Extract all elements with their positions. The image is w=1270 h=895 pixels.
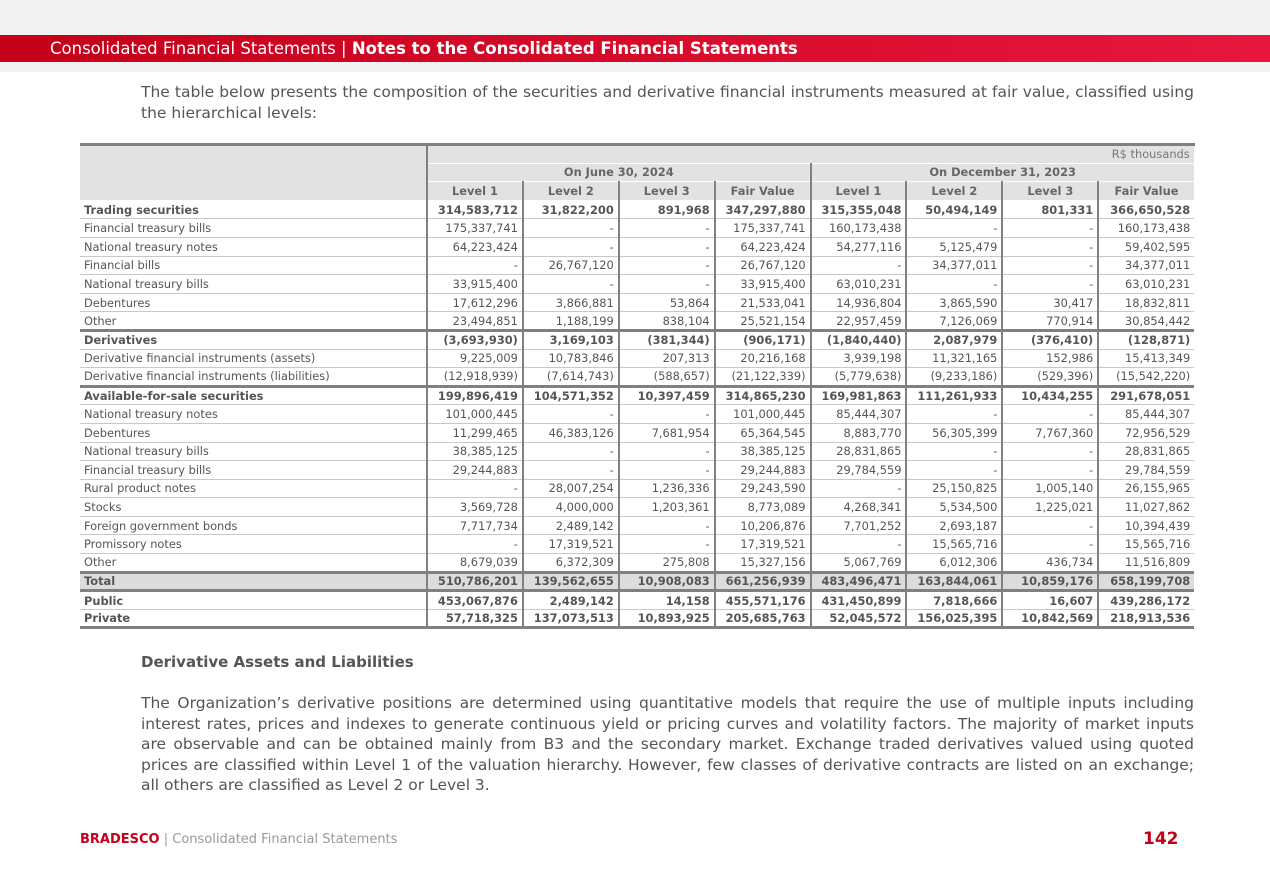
value-cell: 64,223,424 [427, 237, 523, 256]
value-cell: 26,767,120 [715, 256, 811, 275]
value-cell: 4,000,000 [523, 498, 619, 517]
value-cell: (7,614,743) [523, 368, 619, 387]
value-cell: - [619, 256, 715, 275]
value-cell: 63,010,231 [811, 275, 907, 294]
table-row [80, 256, 1194, 275]
table-row [80, 554, 1194, 573]
value-cell: 8,679,039 [427, 554, 523, 573]
value-cell: 34,377,011 [906, 256, 1002, 275]
value-cell: 453,067,876 [427, 591, 523, 610]
value-cell: 139,562,655 [523, 572, 619, 591]
value-cell: - [906, 442, 1002, 461]
table-row [80, 591, 1194, 610]
value-cell: 53,864 [619, 293, 715, 312]
value-cell: 2,489,142 [523, 591, 619, 610]
value-cell: - [906, 275, 1002, 294]
table-row [80, 516, 1194, 535]
value-cell: 52,045,572 [811, 609, 907, 628]
value-cell: 291,678,051 [1098, 386, 1194, 405]
value-cell: 22,957,459 [811, 312, 907, 331]
section-title: Derivative Assets and Liabilities [141, 653, 414, 671]
value-cell: 314,865,230 [715, 386, 811, 405]
value-cell: - [619, 442, 715, 461]
value-cell: 26,767,120 [523, 256, 619, 275]
row-label: Stocks [80, 498, 427, 517]
table-row [80, 368, 1194, 387]
row-label: National treasury notes [80, 405, 427, 424]
column-header: Level 1 [811, 182, 907, 201]
value-cell: 1,203,361 [619, 498, 715, 517]
row-label: National treasury bills [80, 442, 427, 461]
value-cell: - [1002, 535, 1098, 554]
row-label: Debentures [80, 293, 427, 312]
value-cell: 137,073,513 [523, 609, 619, 628]
row-label: Other [80, 554, 427, 573]
value-cell: 275,808 [619, 554, 715, 573]
value-cell: 199,896,419 [427, 386, 523, 405]
value-cell: 14,158 [619, 591, 715, 610]
table-row [80, 442, 1194, 461]
value-cell: - [523, 405, 619, 424]
value-cell: (1,840,440) [811, 330, 907, 349]
table-row [80, 200, 1194, 219]
value-cell: 10,434,255 [1002, 386, 1098, 405]
value-cell: 218,913,536 [1098, 609, 1194, 628]
section-header-bar [0, 35, 1270, 62]
value-cell: 28,831,865 [1098, 442, 1194, 461]
fair-value-table [80, 143, 1195, 629]
row-label: Debentures [80, 423, 427, 442]
value-cell: 10,394,439 [1098, 516, 1194, 535]
value-cell: 160,173,438 [1098, 219, 1194, 238]
row-label: Total [80, 572, 427, 591]
value-cell: 838,104 [619, 312, 715, 331]
row-label: National treasury bills [80, 275, 427, 294]
value-cell: 46,383,126 [523, 423, 619, 442]
value-cell: 15,327,156 [715, 554, 811, 573]
value-cell: 2,693,187 [906, 516, 1002, 535]
value-cell: - [906, 219, 1002, 238]
value-cell: 1,236,336 [619, 479, 715, 498]
value-cell: 11,321,165 [906, 349, 1002, 368]
value-cell: 175,337,741 [427, 219, 523, 238]
row-label: Derivative financial instruments (liabilities) [80, 368, 427, 387]
value-cell: 152,986 [1002, 349, 1098, 368]
value-cell: 7,701,252 [811, 516, 907, 535]
period-header: On December 31, 2023 [811, 163, 1195, 182]
value-cell: 25,521,154 [715, 312, 811, 331]
value-cell: 4,268,341 [811, 498, 907, 517]
period-header: On June 30, 2024 [427, 163, 811, 182]
value-cell: 1,225,021 [1002, 498, 1098, 517]
table-row [80, 219, 1194, 238]
value-cell: 85,444,307 [811, 405, 907, 424]
value-cell: (21,122,339) [715, 368, 811, 387]
row-label: Derivative financial instruments (assets) [80, 349, 427, 368]
value-cell: - [427, 535, 523, 554]
value-cell: 21,533,041 [715, 293, 811, 312]
value-cell: - [523, 275, 619, 294]
value-cell: 17,612,296 [427, 293, 523, 312]
value-cell: 8,883,770 [811, 423, 907, 442]
value-cell: 510,786,201 [427, 572, 523, 591]
column-header: Level 2 [906, 182, 1002, 201]
row-label: Foreign government bonds [80, 516, 427, 535]
value-cell: 29,243,590 [715, 479, 811, 498]
value-cell: 15,565,716 [906, 535, 1002, 554]
footer-brand: BRADESCO [80, 832, 160, 847]
column-header: Level 3 [1002, 182, 1098, 201]
value-cell: - [906, 461, 1002, 480]
table-row [80, 237, 1194, 256]
value-cell: 11,299,465 [427, 423, 523, 442]
value-cell: 5,125,479 [906, 237, 1002, 256]
value-cell: 205,685,763 [715, 609, 811, 628]
value-cell: 163,844,061 [906, 572, 1002, 591]
table-row [80, 293, 1194, 312]
value-cell: 6,012,306 [906, 554, 1002, 573]
value-cell: 17,319,521 [523, 535, 619, 554]
value-cell: 7,681,954 [619, 423, 715, 442]
value-cell: - [523, 442, 619, 461]
row-label: Public [80, 591, 427, 610]
value-cell: 3,569,728 [427, 498, 523, 517]
row-label: Other [80, 312, 427, 331]
value-cell: 5,534,500 [906, 498, 1002, 517]
value-cell: 33,915,400 [427, 275, 523, 294]
value-cell: (3,693,930) [427, 330, 523, 349]
value-cell: 38,385,125 [715, 442, 811, 461]
value-cell: 30,417 [1002, 293, 1098, 312]
value-cell: (529,396) [1002, 368, 1098, 387]
table-row [80, 461, 1194, 480]
value-cell: - [1002, 256, 1098, 275]
value-cell: 29,244,883 [715, 461, 811, 480]
value-cell: 17,319,521 [715, 535, 811, 554]
value-cell: 315,355,048 [811, 200, 907, 219]
value-cell: 6,372,309 [523, 554, 619, 573]
value-cell: 18,832,811 [1098, 293, 1194, 312]
table-row [80, 330, 1194, 349]
value-cell: 20,216,168 [715, 349, 811, 368]
value-cell: 29,784,559 [1098, 461, 1194, 480]
value-cell: 2,489,142 [523, 516, 619, 535]
value-cell: 3,866,881 [523, 293, 619, 312]
value-cell: - [1002, 219, 1098, 238]
value-cell: 29,244,883 [427, 461, 523, 480]
value-cell: 38,385,125 [427, 442, 523, 461]
value-cell: - [427, 256, 523, 275]
row-label: Financial bills [80, 256, 427, 275]
value-cell: 15,565,716 [1098, 535, 1194, 554]
value-cell: 366,650,528 [1098, 200, 1194, 219]
value-cell: 63,010,231 [1098, 275, 1194, 294]
value-cell: 104,571,352 [523, 386, 619, 405]
value-cell: 33,915,400 [715, 275, 811, 294]
unit-label: R$ thousands [427, 145, 1194, 164]
value-cell: 28,007,254 [523, 479, 619, 498]
value-cell: 661,256,939 [715, 572, 811, 591]
value-cell: (5,779,638) [811, 368, 907, 387]
value-cell: 11,516,809 [1098, 554, 1194, 573]
value-cell: 29,784,559 [811, 461, 907, 480]
value-cell: (15,542,220) [1098, 368, 1194, 387]
value-cell: 101,000,445 [715, 405, 811, 424]
value-cell: 10,908,083 [619, 572, 715, 591]
value-cell: 25,150,825 [906, 479, 1002, 498]
value-cell: 891,968 [619, 200, 715, 219]
row-label: Financial treasury bills [80, 461, 427, 480]
value-cell: 111,261,933 [906, 386, 1002, 405]
value-cell: 169,981,863 [811, 386, 907, 405]
header-section: Consolidated Financial Statements [50, 39, 336, 58]
value-cell: 28,831,865 [811, 442, 907, 461]
value-cell: - [523, 237, 619, 256]
header-separator: | [335, 39, 352, 58]
value-cell: - [811, 256, 907, 275]
value-cell: 10,783,846 [523, 349, 619, 368]
value-cell: 15,413,349 [1098, 349, 1194, 368]
table-row [80, 535, 1194, 554]
value-cell: 314,583,712 [427, 200, 523, 219]
value-cell: (376,410) [1002, 330, 1098, 349]
value-cell: 56,305,399 [906, 423, 1002, 442]
page-number: 142 [1143, 829, 1179, 849]
row-label: National treasury notes [80, 237, 427, 256]
value-cell: 156,025,395 [906, 609, 1002, 628]
value-cell: 64,223,424 [715, 237, 811, 256]
value-cell: 85,444,307 [1098, 405, 1194, 424]
value-cell: - [619, 535, 715, 554]
value-cell: 57,718,325 [427, 609, 523, 628]
table-row [80, 386, 1194, 405]
value-cell: 770,914 [1002, 312, 1098, 331]
footer-separator: | [159, 832, 173, 847]
row-label: Promissory notes [80, 535, 427, 554]
value-cell: (9,233,186) [906, 368, 1002, 387]
value-cell: 436,734 [1002, 554, 1098, 573]
value-cell: - [619, 516, 715, 535]
body-paragraph: The Organization’s derivative positions are determined using quantitative models that require the use of multiple inputs including interest rates, prices and indexes to generate continuous yield or pricing curves and volatility factors. The majority of market inputs are observable and can be obtained mainly from B3 and the secondary market. Exchange traded derivatives valued using quoted prices are classified within Level 1 of the valuation hierarchy. However, few classes of derivative contracts are listed on an exchange; all others are classified as Level 2 or Level 3. [141, 694, 1194, 794]
column-header: Level 1 [427, 182, 523, 201]
value-cell: - [427, 479, 523, 498]
value-cell: 10,842,569 [1002, 609, 1098, 628]
table-row [80, 275, 1194, 294]
value-cell: - [523, 219, 619, 238]
table-row [80, 349, 1194, 368]
column-header: Level 2 [523, 182, 619, 201]
value-cell: 26,155,965 [1098, 479, 1194, 498]
table-row [80, 423, 1194, 442]
value-cell: - [619, 275, 715, 294]
value-cell: 31,822,200 [523, 200, 619, 219]
value-cell: 101,000,445 [427, 405, 523, 424]
row-label: Financial treasury bills [80, 219, 427, 238]
value-cell: 5,067,769 [811, 554, 907, 573]
value-cell: 431,450,899 [811, 591, 907, 610]
value-cell: 8,773,089 [715, 498, 811, 517]
footer-title: Consolidated Financial Statements [172, 832, 398, 847]
value-cell: 801,331 [1002, 200, 1098, 219]
value-cell: 72,956,529 [1098, 423, 1194, 442]
value-cell: - [1002, 275, 1098, 294]
value-cell: 439,286,172 [1098, 591, 1194, 610]
value-cell: - [1002, 405, 1098, 424]
value-cell: 1,005,140 [1002, 479, 1098, 498]
value-cell: 10,397,459 [619, 386, 715, 405]
value-cell: 11,027,862 [1098, 498, 1194, 517]
value-cell: 7,717,734 [427, 516, 523, 535]
value-cell: 34,377,011 [1098, 256, 1194, 275]
value-cell: (588,657) [619, 368, 715, 387]
value-cell: - [619, 461, 715, 480]
value-cell: (381,344) [619, 330, 715, 349]
value-cell: 175,337,741 [715, 219, 811, 238]
value-cell: 9,225,009 [427, 349, 523, 368]
value-cell: 10,893,925 [619, 609, 715, 628]
table-row [80, 498, 1194, 517]
value-cell: - [811, 479, 907, 498]
value-cell: 3,939,198 [811, 349, 907, 368]
table-row [80, 609, 1194, 628]
value-cell: (906,171) [715, 330, 811, 349]
value-cell: 59,402,595 [1098, 237, 1194, 256]
value-cell: 7,818,666 [906, 591, 1002, 610]
value-cell: 65,364,545 [715, 423, 811, 442]
value-cell: 50,494,149 [906, 200, 1002, 219]
value-cell: - [619, 237, 715, 256]
value-cell: 10,859,176 [1002, 572, 1098, 591]
value-cell: - [811, 535, 907, 554]
value-cell: - [619, 219, 715, 238]
footer [80, 832, 397, 847]
table-row [80, 312, 1194, 331]
value-cell: 1,188,199 [523, 312, 619, 331]
value-cell: 347,297,880 [715, 200, 811, 219]
value-cell: 658,199,708 [1098, 572, 1194, 591]
intro-text: The table below presents the composition of the securities and derivative financial instruments measured at fair value, classified using the hierarchical levels: [141, 83, 1194, 122]
value-cell: - [523, 461, 619, 480]
value-cell: 455,571,176 [715, 591, 811, 610]
value-cell: (12,918,939) [427, 368, 523, 387]
value-cell: - [1002, 461, 1098, 480]
table-row [80, 405, 1194, 424]
header-subsection: Notes to the Consolidated Financial Statements [351, 39, 798, 58]
row-label: Derivatives [80, 330, 427, 349]
value-cell: 7,767,360 [1002, 423, 1098, 442]
table-corner [80, 145, 427, 201]
table-row [80, 572, 1194, 591]
value-cell: 2,087,979 [906, 330, 1002, 349]
value-cell: 7,126,069 [906, 312, 1002, 331]
value-cell: 207,313 [619, 349, 715, 368]
table-row [80, 479, 1194, 498]
value-cell: 483,496,471 [811, 572, 907, 591]
value-cell: - [619, 405, 715, 424]
value-cell: 3,865,590 [906, 293, 1002, 312]
value-cell: 54,277,116 [811, 237, 907, 256]
column-header: Level 3 [619, 182, 715, 201]
value-cell: - [1002, 237, 1098, 256]
row-label: Private [80, 609, 427, 628]
value-cell: - [1002, 442, 1098, 461]
value-cell: 10,206,876 [715, 516, 811, 535]
value-cell: 30,854,442 [1098, 312, 1194, 331]
value-cell: (128,871) [1098, 330, 1194, 349]
row-label: Trading securities [80, 200, 427, 219]
value-cell: 160,173,438 [811, 219, 907, 238]
row-label: Rural product notes [80, 479, 427, 498]
value-cell: 16,607 [1002, 591, 1098, 610]
value-cell: 23,494,851 [427, 312, 523, 331]
value-cell: - [1002, 516, 1098, 535]
value-cell: 3,169,103 [523, 330, 619, 349]
column-header: Fair Value [1098, 182, 1194, 201]
row-label: Available-for-sale securities [80, 386, 427, 405]
value-cell: - [906, 405, 1002, 424]
value-cell: 14,936,804 [811, 293, 907, 312]
column-header: Fair Value [715, 182, 811, 201]
